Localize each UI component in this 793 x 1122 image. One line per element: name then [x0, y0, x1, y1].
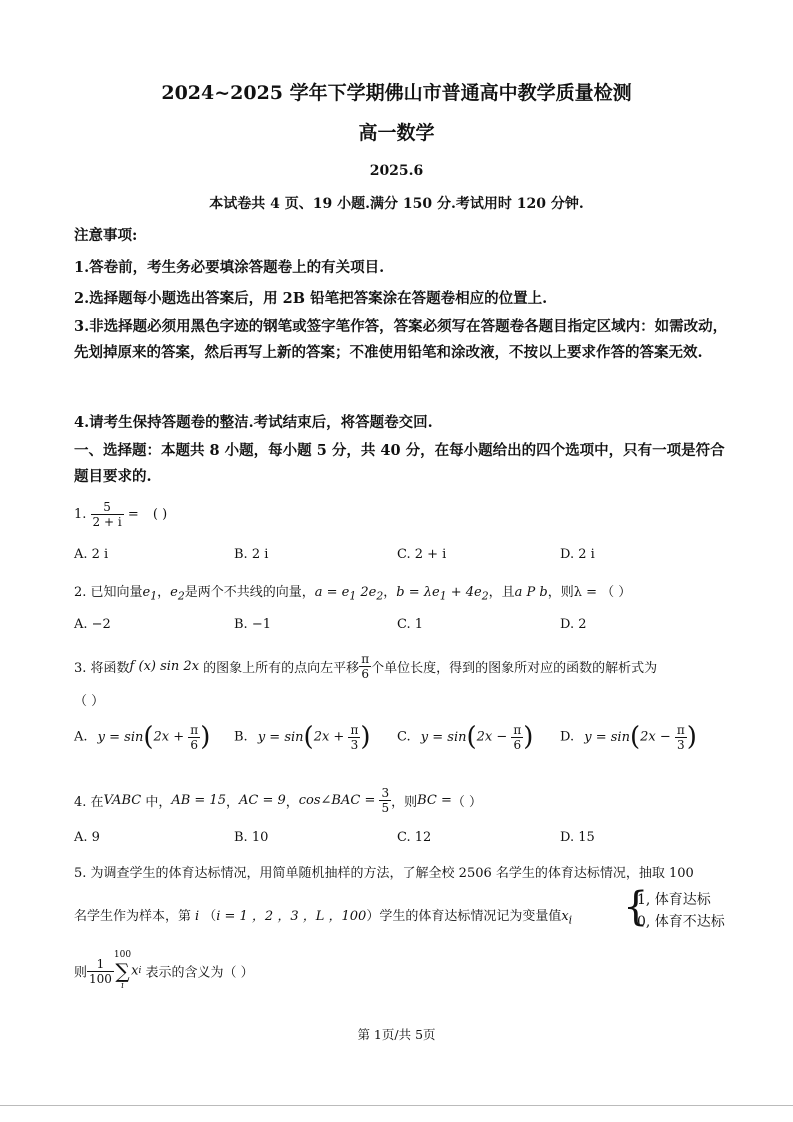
q1-option-d: D. 2 i — [560, 547, 595, 562]
q4-ab: AB = 15 — [171, 793, 226, 808]
q2-ask: ，则λ = （ ） — [547, 585, 632, 600]
q3-c-frac — [511, 723, 523, 752]
q2-cond: ，且 — [488, 585, 515, 600]
q5-sigma — [114, 950, 131, 992]
q3-b-frac-den: 3 — [350, 737, 359, 752]
bottom-divider — [0, 1105, 793, 1106]
q1-frac-num: 5 — [91, 500, 124, 515]
q3-b-label: B. — [234, 729, 248, 745]
q3-option-a — [74, 722, 210, 752]
q1-fraction — [91, 500, 124, 529]
q3-f: f (x) — [129, 659, 156, 674]
q5-sum-x-sub: i — [138, 966, 142, 976]
q3-rest: 个单位长度，得到的图象所对应的函数的解析式为 — [371, 661, 658, 676]
q3-b-inner: 2x + — [313, 729, 349, 745]
q5-frac-num: 1 — [87, 957, 114, 972]
q3-a-lparen: ( — [143, 722, 154, 752]
q3-mid: 的图象上所有的点向左平移 — [199, 661, 360, 676]
q4-option-b: B. 10 — [234, 830, 269, 845]
q2-e2: e — [170, 585, 178, 600]
q5-frac-den: 100 — [89, 971, 112, 986]
q3-d-frac — [675, 723, 687, 752]
q2-b-rest: + 4e — [446, 585, 482, 600]
q5-line3a: 则 — [74, 965, 88, 981]
q5-line3b: 表示的含义为（ ） — [141, 965, 254, 981]
q3-c-frac-den: 6 — [513, 737, 522, 752]
q5-xi: x — [561, 909, 569, 924]
q4-frac-den: 5 — [381, 801, 390, 815]
q5-range: i = 1 ，2 ，3 ，L ，100 — [216, 909, 367, 924]
q3-d-inner: 2x − — [640, 729, 675, 745]
q2-b-sub2: 2 — [481, 589, 489, 603]
q2-comma: ， — [383, 585, 397, 600]
q5-case-1: 1, 体育达标 — [637, 892, 711, 908]
q5-line2a: 名学生作为样本，第 — [74, 909, 192, 924]
q1-option-b: B. 2 i — [234, 547, 269, 562]
q4-ask: ，则 — [391, 795, 418, 810]
q4-bc: BC = — [417, 793, 452, 808]
q4-ac: AC = 9 — [238, 793, 286, 808]
q1-option-c: C. 2 + i — [397, 547, 447, 562]
question-1 — [74, 500, 167, 529]
q3-b-lparen: ( — [303, 722, 314, 752]
q5-line2b: （ — [203, 909, 217, 924]
q3-d-frac-den: 3 — [676, 737, 685, 752]
notes-heading: 注意事项: — [74, 227, 138, 244]
q3-c-lparen: ( — [466, 722, 477, 752]
q5-sigma-bottom: i — [121, 981, 124, 991]
q3-c-frac-num: π — [513, 722, 522, 737]
section-1-heading: 一、选择题：本题共 8 小题，每小题 5 分，共 40 分，在每小题给出的四个选项中，只有一项是符合题目要求的. — [74, 442, 725, 485]
q5-line-2 — [74, 905, 572, 927]
q3-b-expr: y = sin — [257, 729, 304, 745]
q2-a-sub: 1 — [349, 589, 357, 603]
note-item-4: 4.请考生保持答题卷的整洁.考试结束后，将答题卷交回. — [74, 414, 433, 431]
question-4 — [74, 786, 482, 815]
q3-a-expr: y = sin — [97, 729, 144, 745]
question-3 — [74, 652, 657, 681]
q3-c-label: C. — [397, 729, 411, 745]
q4-mid: 中， — [141, 795, 172, 810]
q4-option-a: A. 9 — [74, 830, 100, 845]
subject-title: 高一数学 — [358, 122, 435, 144]
q2-option-a: A. −2 — [74, 617, 111, 632]
q3-sin: sin 2x — [155, 659, 200, 674]
q1-number: 1. — [74, 507, 87, 522]
q2-a-expr: a = e — [314, 585, 350, 600]
q3-a-label: A. — [74, 729, 88, 745]
q2-b-expr: b = λe — [396, 585, 440, 600]
q4-option-c: C. 12 — [397, 830, 432, 845]
q1-option-a: A. 2 i — [74, 547, 109, 562]
q5-line-1: 5. 为调查学生的体育达标情况，用简单随机抽样的方法，了解全校 2506 名学生的体育达标情况，抽取 100 — [74, 866, 694, 881]
q1-eq: = — [127, 507, 139, 522]
q5-i: i — [195, 909, 200, 924]
q3-d-frac-num: π — [676, 722, 685, 737]
q3-a-frac — [188, 723, 200, 752]
note-item-1: 1.答卷前，考生务必要填涂答题卷上的有关项目. — [74, 259, 385, 276]
question-2 — [74, 581, 631, 603]
q5-line2c: ）学生的体育达标情况记为变量值 — [366, 909, 562, 924]
q3-d-lparen: ( — [629, 722, 641, 752]
q2-option-c: C. 1 — [397, 617, 424, 632]
q4-option-d: D. 15 — [560, 830, 595, 845]
q2-a-sub2: 2 — [376, 589, 384, 603]
q4-frac-num: 3 — [381, 786, 390, 800]
q2-a-rest: 2e — [356, 585, 377, 600]
q3-option-b — [234, 722, 371, 752]
q2-prefix: 2. 已知向量 — [74, 585, 143, 600]
q3-a-inner: 2x + — [153, 729, 189, 745]
q4-fraction — [379, 786, 391, 815]
q5-line-3 — [74, 950, 254, 992]
q3-c-inner: 2x − — [476, 729, 512, 745]
q4-c1: ， — [225, 795, 239, 810]
exam-date: 2025.6 — [369, 163, 424, 179]
q4-triangle: VABC — [103, 793, 142, 808]
q3-option-d — [560, 722, 697, 752]
q3-blank: （ ） — [74, 694, 105, 709]
q5-xi-sub: i — [568, 913, 573, 927]
note-item-3: 3.非选择题必须用黑色字迹的钢笔或签字笔作答，答案必须写在答题卷各题目指定区域内：如需改动，先划掉原来的答案，然后再写上新的答案；不准使用铅笔和涂改液，不按以上要求作答的答案无效. — [74, 318, 728, 361]
q5-fraction — [87, 957, 114, 986]
q3-frac-num: π — [361, 652, 370, 666]
q1-frac-den: 2 + i — [92, 515, 122, 529]
q3-c-rparen: ) — [523, 722, 534, 752]
q3-option-c — [397, 722, 533, 752]
q5-sum-x: x — [131, 963, 139, 979]
q2-e1-sub: 1 — [150, 589, 158, 603]
q1-blank: ( ) — [152, 507, 168, 522]
q3-a-frac-den: 6 — [190, 737, 199, 752]
exam-title: 2024~2025 学年下学期佛山市普通高中教学质量检测 — [161, 82, 632, 104]
q3-fraction — [359, 652, 371, 681]
q2-mid: 是两个不共线的向量， — [184, 585, 315, 600]
q2-parallel: a P b — [514, 585, 548, 600]
q5-sigma-symbol: ∑ — [115, 959, 130, 983]
note-item-2: 2.选择题每小题选出答案后，用 2B 铅笔把答案涂在答题卷相应的位置上. — [74, 290, 548, 307]
q2-b-sub: 1 — [439, 589, 447, 603]
q3-a-frac-num: π — [190, 722, 199, 737]
q3-b-rparen: ) — [360, 722, 371, 752]
q2-sep: ， — [157, 585, 171, 600]
q3-b-frac — [348, 723, 360, 752]
q3-frac-den: 6 — [361, 667, 369, 681]
q3-b-frac-num: π — [350, 722, 359, 737]
q2-option-b: B. −1 — [234, 617, 271, 632]
q2-e1: e — [142, 585, 151, 600]
q2-option-d: D. 2 — [560, 617, 587, 632]
page-footer: 第 1页/共 5页 — [357, 1027, 436, 1042]
q2-e2-sub: 2 — [177, 589, 185, 603]
q5-case-2: 0, 体育不达标 — [637, 914, 725, 930]
q3-d-rparen: ) — [686, 722, 697, 752]
q4-c2: ， — [285, 795, 299, 810]
q3-d-label: D. — [560, 729, 575, 745]
q3-c-expr: y = sin — [420, 729, 467, 745]
q4-cos: cos∠BAC = — [298, 793, 380, 808]
exam-info: 本试卷共 4 页、19 小题.满分 150 分.考试用时 120 分钟. — [209, 196, 584, 212]
q5-sigma-top: 100 — [113, 950, 132, 960]
q3-d-expr: y = sin — [584, 729, 630, 745]
q3-a-rparen: ) — [200, 722, 211, 752]
q4-prefix: 4. 在 — [74, 795, 104, 810]
q3-prefix: 3. 将函数 — [74, 661, 130, 676]
q5-brace: { — [623, 884, 649, 930]
q4-blank: （ ） — [451, 795, 483, 810]
